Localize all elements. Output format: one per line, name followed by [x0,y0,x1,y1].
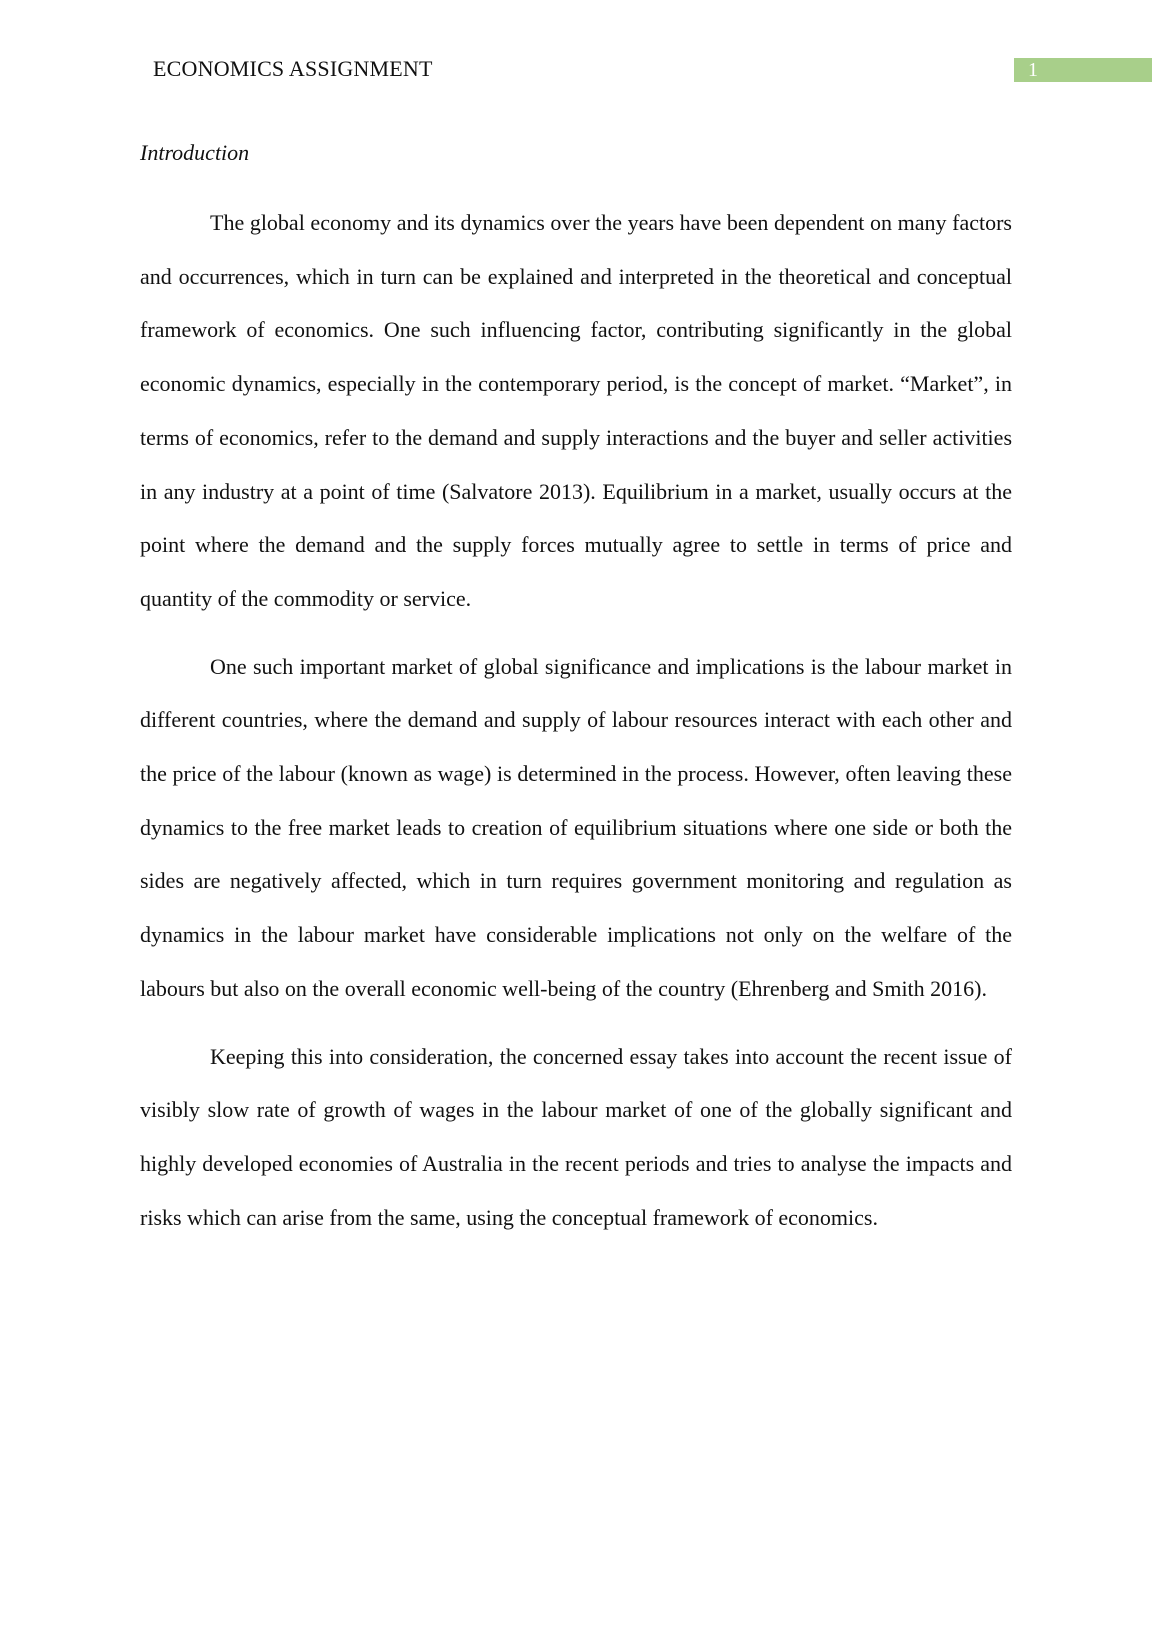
running-header-title: ECONOMICS ASSIGNMENT [153,56,433,81]
page-number-badge: 1 [1014,58,1152,82]
paragraph-1: The global economy and its dynamics over the years have been dependent on many factors and occurrences, which in turn can be explained and interpreted in the theoretical and conceptual framework of economics. One such influencing factor, contributing significantly in the global economic dynamics, especially in the contemporary period, is the concept of market. “Market”, in terms of economics, refer to the demand and supply interactions and the buyer and seller activities in any industry at a point of time (Salvatore 2013). Equilibrium in a market, usually occurs at the point where the demand and the supply forces mutually agree to settle in terms of price and quantity of the commodity or service. [140,210,1012,611]
section-heading: Introduction [140,140,250,165]
paragraph-3: Keeping this into consideration, the concerned essay takes into account the recent issue of visibly slow rate of growth of wages in the labour market of one of the globally significant and highly developed economies of Australia in the recent periods and tries to analyse the impacts and risks which can arise from the same, using the conceptual framework of economics. [140,1043,1012,1230]
document-body [140,196,1012,1258]
paragraph-2: One such important market of global significance and implications is the labour market in different countries, where the demand and supply of labour resources interact with each other and the price of the labour (known as wage) is determined in the process. However, often leaving these dynamics to the free market leads to creation of equilibrium situations where one side or both the sides are negatively affected, which in turn requires government monitoring and regulation as dynamics in the labour market have considerable implications not only on the welfare of the labours but also on the overall economic well-being of the country (Ehrenberg and Smith 2016). [140,653,1012,1001]
